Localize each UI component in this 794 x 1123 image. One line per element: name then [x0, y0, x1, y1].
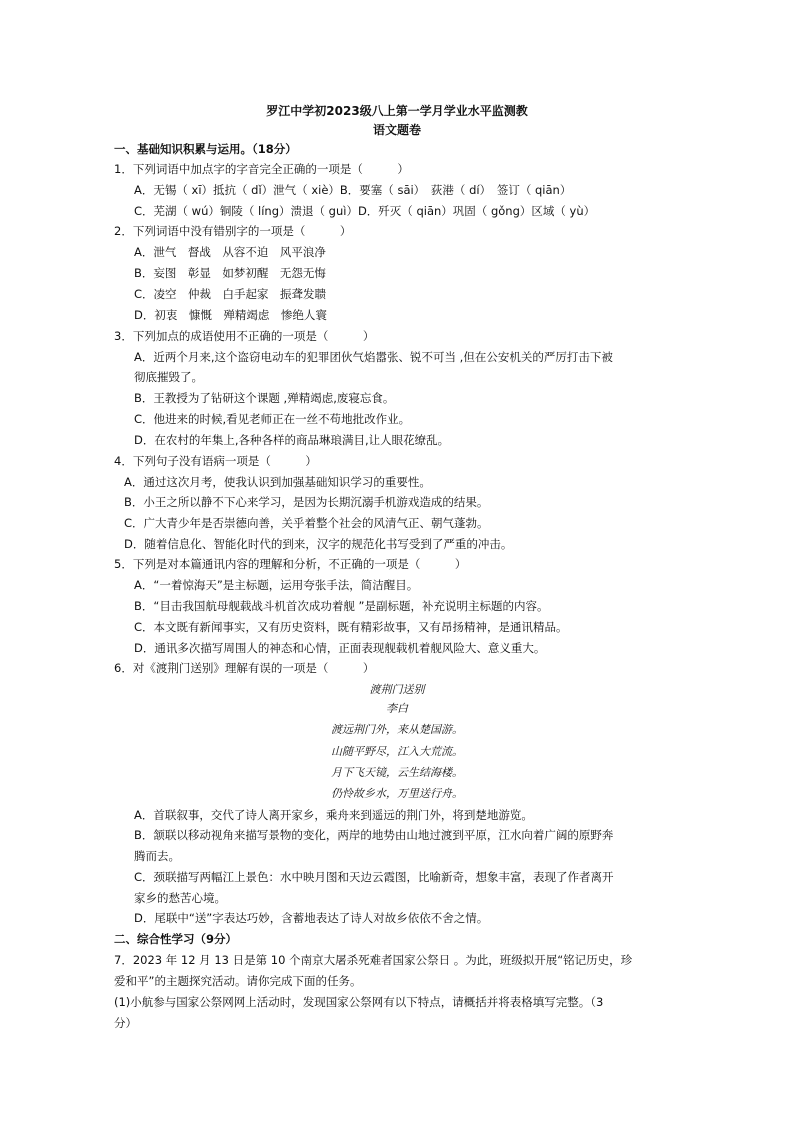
- poem-title: 渡荆门送别: [369, 683, 425, 696]
- question-5-option-a: A．“一着惊海天”是主标题，运用夸张手法，简洁醒目。: [134, 578, 419, 592]
- question-3-option-d: D．在农村的年集上,各种各样的商品琳琅满目,让人眼花缭乱。: [134, 433, 450, 447]
- question-2-option-c: C．凌空 仲裁 白手起家 振聋发聩: [134, 287, 327, 301]
- question-4-option-c: C．广大青少年是否崇德向善，关乎着整个社会的风清气正、朝气蓬勃。: [124, 516, 489, 530]
- question-5-option-c: C．本文既有新闻事实，又有历史资料，既有精彩故事，又有昂扬精神，是通讯精品。: [134, 620, 568, 634]
- section-2-heading: 二、综合性学习（9分）: [114, 932, 238, 946]
- question-6-option-b: B．颔联以移动视角来描写景物的变化，两岸的地势由山地过渡到平原，江水向着广阔的原野奔: [134, 828, 614, 842]
- poem-line-2: 山随平野尽，江入大荒流。: [331, 745, 463, 758]
- question-4-option-b: B．小王之所以静不下心来学习，是因为长期沉溺手机游戏造成的结果。: [124, 495, 489, 509]
- question-3-stem: 3．下列加点的成语使用不正确的一项是（ ）: [114, 329, 375, 343]
- question-7-intro: 7．2023 年 12 月 13 日是第 10 个南京大屠杀死难者国家公祭日 。为此，班级拟开展“铭记历史，珍: [114, 953, 633, 967]
- question-3-option-a: A．近两个月来,这个盗窃电动车的犯罪团伙气焰嚣张、锐不可当 ,但在公安机关的严厉打击下被: [134, 350, 613, 364]
- question-3-option-c: C．他进来的时候,看见老师正在一丝不苟地批改作业。: [134, 412, 411, 426]
- question-4-option-a: A．通过这次月考，使我认识到加强基础知识学习的重要性。: [124, 475, 431, 489]
- question-6-stem: 6．对《渡荆门送别》理解有误的一项是（ ）: [114, 661, 375, 675]
- page-subtitle: 语文题卷: [372, 123, 421, 137]
- question-6-option-c-cont: 家乡的愁苦心境。: [134, 891, 226, 905]
- question-5-option-d: D．通讯多次描写周围人的神态和心情，正面表现舰载机着舰风险大、意义重大。: [134, 641, 546, 655]
- question-6-option-d: D．尾联中“送”字表达巧妙，含蓄地表达了诗人对故乡依依不舍之情。: [134, 911, 489, 925]
- page-title: 罗江中学初2023级八上第一学月学业水平监测教: [266, 104, 528, 118]
- poem-author: 李白: [386, 702, 408, 715]
- question-2-option-d: D．初衷 慷慨 殚精竭虑 惨绝人寰: [134, 308, 327, 322]
- question-1-option-ab: A．无锡（ xī）抵抗（ dǐ）泄气（ xiè）B．要塞（ sāi） 荻港（ dí） 签订（ qiān）: [134, 183, 572, 197]
- question-5-option-b: B．“目击我国航母舰载战斗机首次成功着舰 ”是副标题，补充说明主标题的内容。: [134, 599, 549, 613]
- question-2-option-a: A．泄气 督战 从容不迫 风平浪净: [134, 245, 326, 259]
- question-6-option-c: C．颈联描写两幅江上景色：水中映月图和天边云霞图，比喻新奇，想象丰富，表现了作者离开: [134, 870, 614, 884]
- section-1-heading: 一、基础知识积累与运用。（18分）: [114, 142, 297, 156]
- question-4-stem: 4．下列句子没有语病一项是（ ）: [114, 454, 317, 468]
- question-4-option-d: D．随着信息化、智能化时代的到来，汉字的规范化书写受到了严重的冲击。: [124, 537, 513, 551]
- question-6-option-b-cont: 腾而去。: [134, 849, 180, 863]
- question-6-option-a: A．首联叙事，交代了诗人离开家乡，乘舟来到遥远的荆门外，将到楚地游览。: [134, 808, 533, 822]
- question-7-sub-1-cont: 分）: [114, 1016, 137, 1030]
- question-2-stem: 2．下列词语中没有错别字的一项是（ ）: [114, 224, 352, 238]
- question-1-stem: 1．下列词语中加点字的字音完全正确的一项是（ ）: [114, 162, 409, 176]
- question-3-option-b: B．王教授为了钻研这个课题 ,殚精竭虑,废寝忘食。: [134, 391, 395, 405]
- poem-line-4: 仍怜故乡水，万里送行舟。: [331, 787, 463, 800]
- question-3-option-a-cont: 彻底摧毁了。: [134, 370, 203, 384]
- question-5-stem: 5．下列是对本篇通讯内容的理解和分析，不正确的一项是（ ）: [114, 557, 467, 571]
- question-7-intro-cont: 爱和平”的主题探究活动。请你完成下面的任务。: [114, 974, 362, 988]
- question-7-sub-1: (1)小航参与国家公祭网网上活动时，发现国家公祭网有以下特点，请概括并将表格填写完整。（3: [114, 995, 604, 1009]
- question-1-option-cd: C．芜湖（ wú）铜陵（ líng）溃退（ guì）D．歼灭（ qiān）巩固（ gǒng）区域（ yù）: [134, 204, 596, 218]
- poem-line-1: 渡远荆门外，来从楚国游。: [331, 723, 463, 736]
- poem-line-3: 月下飞天镜，云生结海楼。: [331, 766, 463, 779]
- question-2-option-b: B．妄图 彰显 如梦初醒 无怨无悔: [134, 266, 326, 280]
